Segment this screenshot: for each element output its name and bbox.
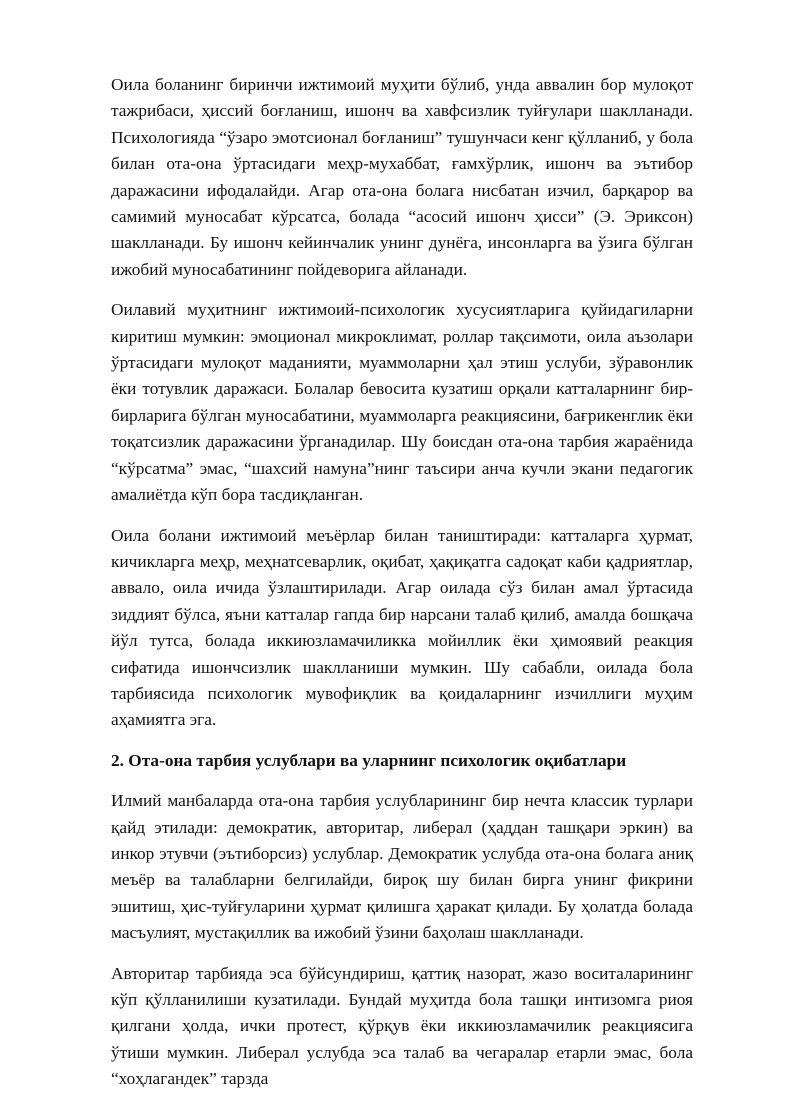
paragraph-parenting-styles: Илмий манбаларда ота-она тарбия услубларининг бир нечта классик турлари қайд этилади: демократик, авторитар, либерал (ҳаддан ташқари эркин) ва инкор этувчи (эътиборсиз) услублар. Демократик услубда ота-она болага аниқ меъёр ва талабларни белгилайди, бироқ шу билан бирга унинг фикрини эшитиш, ҳис-туйғуларини ҳурмат қилишга ҳаракат қилади. Бу ҳолатда болада масъулият, мустақиллик ва ижобий ўзини баҳолаш шаклланади.: [111, 791, 693, 943]
paragraph-family-social-psychology: Оилавий муҳитнинг ижтимоий-психологик хусусиятларига қуйидагиларни киритиш мумкин: эмоционал микроклимат, роллар тақсимоти, оила аъзолари ўртасидаги мулоқот маданияти, муаммоларни ҳал этиш услуби, зўравонлик ёки тотувлик даражаси. Болалар бевосита кузатиш орқали катталарнинг бир-бирларига бўлган муносабатини, муаммоларга реакциясини, бағрикенглик ёки тоқатсизлик даражасини ўрганадилар. Шу боисдан ота-она тарбия жараёнида “кўрсатма” эмас, “шахсий намуна”нинг таъсири анча кучли экани педагогик амалиётда кўп бора тасдиқланган.: [111, 300, 693, 505]
document-page: [111, 72, 693, 1107]
paragraph-authoritarian-style: Авторитар тарбияда эса бўйсундириш, қаттиқ назорат, жазо воситаларининг кўп қўлланилиши кузатилади. Бундай муҳитда бола ташқи интизомга риоя қилгани ҳолда, ички протест, қўрқув ёки иккиюзламачилик реакциясига ўтиши мумкин. Либерал услубда эса талаб ва чегаралар етарли эмас, бола “хоҳлагандек” тарзда: [111, 963, 693, 1089]
section-heading: 2. Ота-она тарбия услублари ва уларнинг психологик оқибатлари: [111, 750, 627, 770]
paragraph-family-first-environment: Оила боланинг биринчи ижтимоий муҳити бўлиб, унда аввалин бор мулоқот тажрибаси, ҳиссий боғланиш, ишонч ва хавфсизлик туйғулари шаклланади. Психологияда “ўзаро эмотсионал боғланиш” тушунчаси кенг қўлланиб, у бола билан ота-она ўртасидаги меҳр-мухаббат, ғамхўрлик, ишонч ва эътибор даражасини ифодалайди. Агар ота-она болага нисбатан изчил, барқарор ва самимий муносабат кўрсатса, болада “асосий ишонч ҳисси” (Э. Эриксон) шаклланади. Бу ишонч кейинчалик унинг дунёга, инсонларга ва ўзига бўлган ижобий муносабатининг пойдеворига айланади.: [111, 75, 693, 279]
paragraph-family-social-norms: Оила болани ижтимоий меъёрлар билан таништиради: катталарга ҳурмат, кичикларга меҳр, меҳнатсеварлик, оқибат, ҳақиқатга садоқат каби қадриятлар, аввало, оила ичида ўзлаштирилади. Агар оилада сўз билан амал ўртасида зиддият бўлса, яъни катталар гапда бир нарсани талаб қилиб, амалда бошқача йўл тутса, болада иккиюзламачиликка мойиллик ёки ҳимоявий реакция сифатида ишончсизлик шаклланиши мумкин. Шу сабабли, оилада бола тарбиясида психологик мувофиқлик ва қоидаларнинг изчиллиги муҳим аҳамиятга эга.: [111, 525, 693, 730]
